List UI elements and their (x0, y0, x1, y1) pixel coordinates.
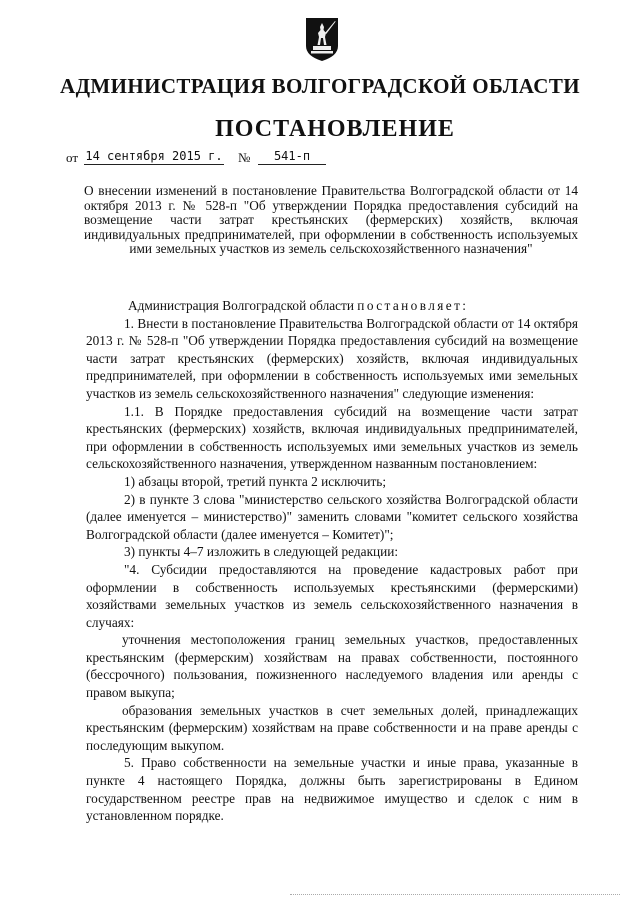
body-paragraph: образования земельных участков в счет земельных долей, принадлежащих крестьянским (фермерским) хозяйствам на праве собственности и на праве аренды с последующим выкупом. (86, 702, 578, 753)
body-paragraph: 2) в пункте 3 слова "министерство сельского хозяйства Волгоградской области (далее именуется – министерство)" заменить словами "комитет сельского хозяйства Волгоградской области (далее именуется – Комитет)"; (86, 491, 578, 542)
body-paragraph: 5. Право собственности на земельные участки и иные права, указанные в пункте 4 настоящего Порядка, должны быть зарегистрированы в Едином государственном реестре прав на недвижимое имущество и сделок с ним в установленном порядке. (86, 755, 578, 824)
number-sign: № (238, 150, 251, 165)
document-type-title: ПОСТАНОВЛЕНИЕ (215, 116, 455, 142)
date-prefix: от (66, 150, 79, 165)
organization-title: АДМИНИСТРАЦИЯ ВОЛГОГРАДСКОЙ ОБЛАСТИ (60, 74, 580, 98)
volgograd-emblem-icon (304, 16, 340, 62)
body-paragraph: "4. Субсидии предоставляются на проведение кадастровых работ при оформлении в собственность используемых крестьянскими (фермерскими) хозяйствами земельных участков из земель сельскохозяйственного назначения в случаях: (86, 561, 578, 630)
document-subject (84, 184, 578, 257)
body-paragraph: 1) абзацы второй, третий пункта 2 исключить; (124, 473, 387, 489)
subject-text: О внесении изменений в постановление Правительства Волгоградской области от 14 октября 2013 г. № 528-п "Об утверждении Порядка предоставления субсидий на возмещение части затрат крестьянских (фермерских) хозяйств, включая индивидуальных предпринимателей, при оформлении в собственность используемых ими земельных участков из земель сельскохозяйственного назначения" (84, 183, 578, 257)
document-number: 541-п (258, 148, 326, 165)
body-paragraph: 1. Внести в постановление Правительства Волгоградской области от 14 октября 2013 г. № 528-п "Об утверждении Порядка предоставления субсидий на возмещение части затрат крестьянских (фермерских) хозяйств, включая индивидуальных предпринимателей, при оформлении в собственность используемых ими земельных участков из земель сельскохозяйственного назначения" следующие изменения: (86, 315, 578, 401)
body-paragraph: 1.1. В Порядке предоставления субсидий на возмещение части затрат крестьянских (фермерских) хозяйств, включая индивидуальных предпринимателей, при оформлении в собственность используемых ими земельных участков из земель сельскохозяйственного назначения, утвержденном названным постановлением: (86, 403, 578, 472)
document-body (86, 297, 578, 825)
body-paragraph: 3) пункты 4–7 изложить в следующей редакции: (124, 544, 399, 560)
body-paragraph: уточнения местоположения границ земельных участков, предоставленных крестьянским (фермерским) хозяйствам на правах собственности, постоянного (бессрочного) пользования, пожизненного наследуемого владения или аренды с правом выкупа; (86, 632, 578, 701)
footer-dotted-line (290, 894, 620, 898)
intro-paragraph (86, 297, 578, 315)
document-date: 14 сентября 2015 г. (85, 149, 223, 163)
intro-start: Администрация Волгоградской области (128, 298, 354, 313)
intro-verb: постановляет: (357, 298, 469, 313)
